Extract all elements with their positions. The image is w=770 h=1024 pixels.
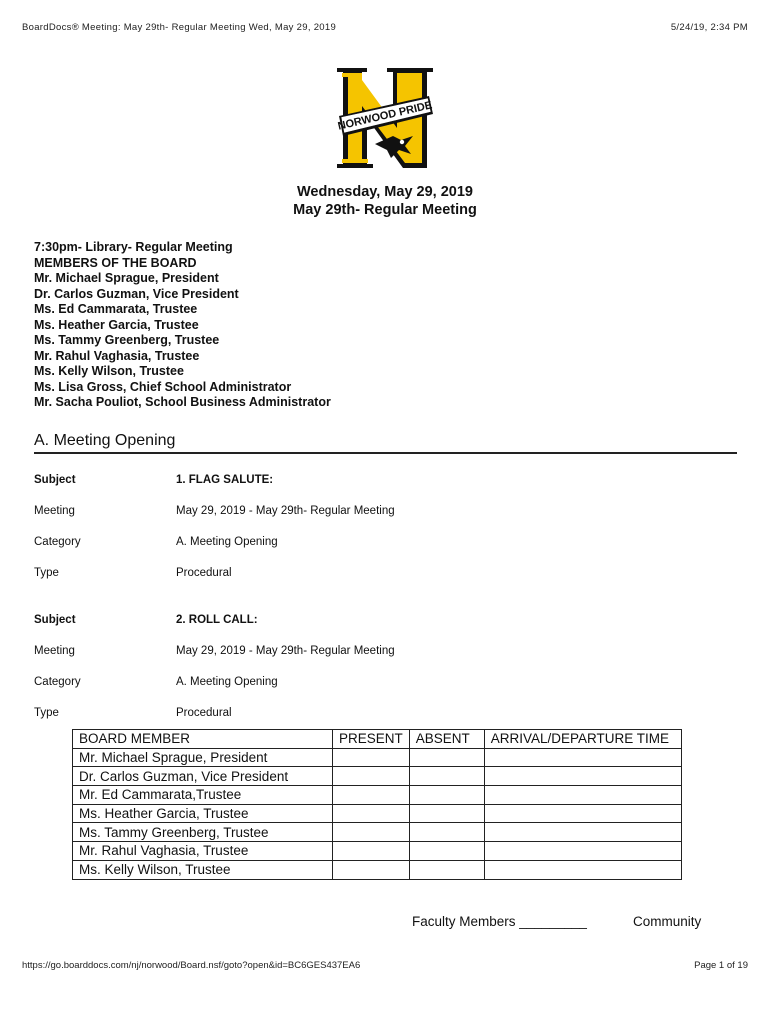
table-row [73,748,682,767]
board-member: Mr. Michael Sprague, President [34,271,219,285]
absent-cell [409,804,484,823]
table-row [73,823,682,842]
header-present: PRESENT [333,730,410,749]
present-cell [333,786,410,805]
meeting-label: Meeting [34,505,75,517]
header-arrival-departure: ARRIVAL/DEPARTURE TIME [484,730,681,749]
time-cell [484,786,681,805]
meeting-value: May 29, 2019 - May 29th- Regular Meeting [176,505,395,517]
print-header-timestamp: 5/24/19, 2:34 PM [670,22,748,33]
meeting-value: May 29, 2019 - May 29th- Regular Meeting [176,645,395,657]
board-member: Mr. Rahul Vaghasia, Trustee [34,348,200,363]
type-label: Type [34,707,59,719]
board-member: Ms. Heather Garcia, Trustee [34,317,199,332]
administrator: Mr. Sacha Pouliot, School Business Administrator [34,395,331,409]
member-name: Ms. Kelly Wilson, Trustee [73,860,333,879]
present-cell [333,748,410,767]
category-label: Category [34,536,81,548]
meeting-label: Meeting [34,645,75,657]
header-board-member: BOARD MEMBER [73,730,333,749]
board-member: Ms. Ed Cammarata, Trustee [34,302,198,316]
member-name: Mr. Rahul Vaghasia, Trustee [73,842,333,861]
time-cell [484,860,681,879]
type-value: Procedural [176,707,232,719]
norwood-pride-logo [335,66,435,170]
table-header-row [73,730,682,749]
category-value: A. Meeting Opening [176,536,278,548]
roll-call-table [72,729,682,880]
absent-cell [409,842,484,861]
board-members-heading: MEMBERS OF THE BOARD [34,255,197,270]
present-cell [333,842,410,861]
meeting-time-location: 7:30pm- Library- Regular Meeting [34,240,233,254]
faculty-members-line: Faculty Members _________ [412,914,587,929]
subject-value: 1. FLAG SALUTE: [176,474,274,486]
print-footer-url: https://go.boarddocs.com/nj/norwood/Board.nsf/goto?open&id=BC6GES437EA6 [22,960,361,971]
section-heading: A. Meeting Opening [34,432,737,454]
category-label: Category [34,676,81,688]
type-label: Type [34,567,59,579]
present-cell [333,860,410,879]
board-member: Ms. Kelly Wilson, Trustee [34,364,184,378]
present-cell [333,823,410,842]
administrator: Ms. Lisa Gross, Chief School Administrator [34,379,292,394]
table-row [73,786,682,805]
table-row [73,804,682,823]
category-value: A. Meeting Opening [176,676,278,688]
absent-cell [409,860,484,879]
print-header-title: BoardDocs® Meeting: May 29th- Regular Meeting Wed, May 29, 2019 [22,22,337,33]
time-cell [484,748,681,767]
header-absent: ABSENT [409,730,484,749]
type-value: Procedural [176,567,232,579]
table-row [73,842,682,861]
absent-cell [409,748,484,767]
time-cell [484,767,681,786]
logo-banner-text: NORWOOD PRIDE [336,99,434,133]
meeting-name-title: May 29th- Regular Meeting [293,202,477,218]
member-name: Ms. Heather Garcia, Trustee [73,804,333,823]
present-cell [333,804,410,823]
page-number: Page 1 of 19 [694,960,748,971]
table-row [73,767,682,786]
time-cell [484,823,681,842]
subject-label: Subject [34,474,76,486]
table-row [73,860,682,879]
present-cell [333,767,410,786]
time-cell [484,804,681,823]
time-cell [484,842,681,861]
subject-value: 2. ROLL CALL: [176,614,258,626]
community-label: Community [633,914,702,929]
member-name: Ms. Tammy Greenberg, Trustee [73,823,333,842]
board-member: Dr. Carlos Guzman, Vice President [34,286,239,301]
member-name: Mr. Ed Cammarata,Trustee [73,786,333,805]
meeting-date-title: Wednesday, May 29, 2019 [297,184,473,200]
member-name: Dr. Carlos Guzman, Vice President [73,767,333,786]
absent-cell [409,823,484,842]
absent-cell [409,767,484,786]
absent-cell [409,786,484,805]
member-name: Mr. Michael Sprague, President [73,748,333,767]
board-member: Ms. Tammy Greenberg, Trustee [34,333,220,347]
subject-label: Subject [34,614,76,626]
board-info-block [34,240,331,411]
